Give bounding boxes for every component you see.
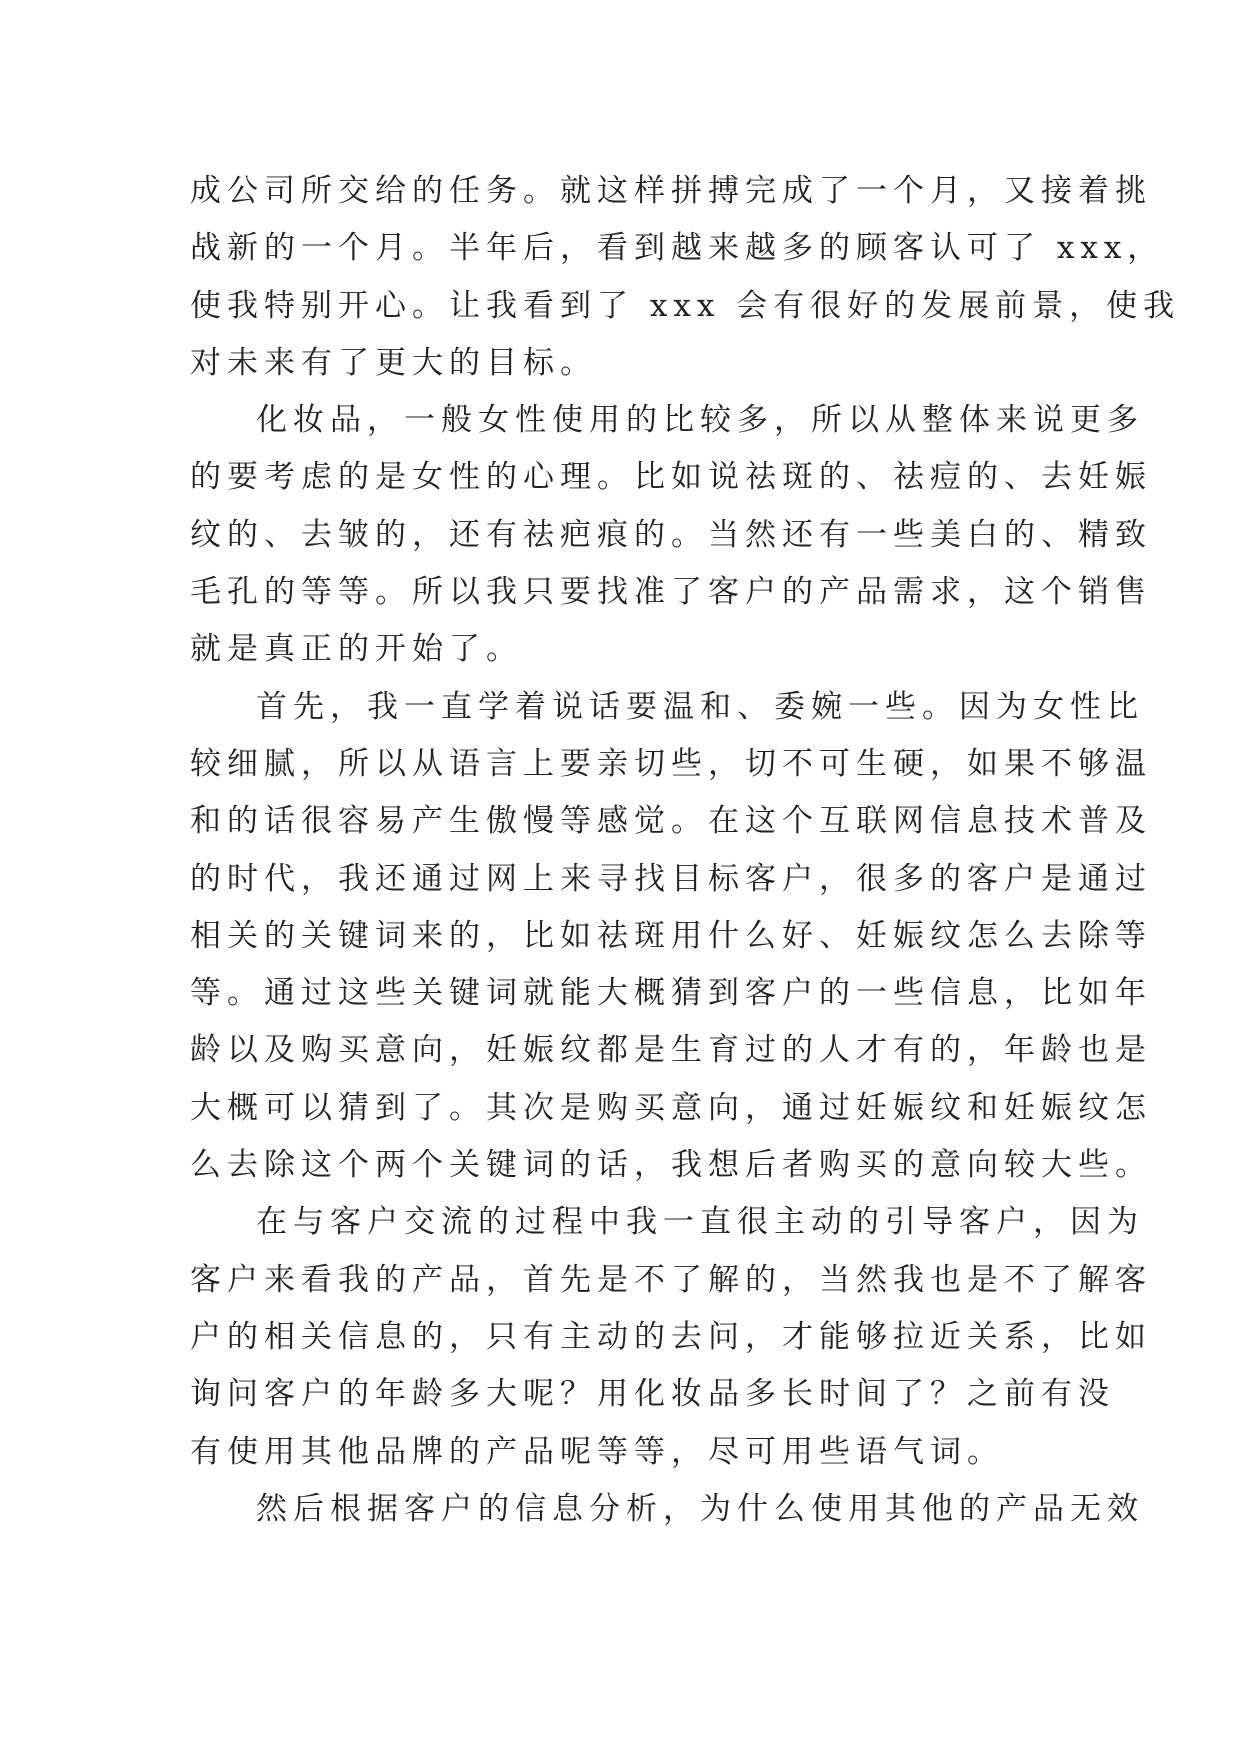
text-line: 询问客户的年龄多大呢？用化妆品多长时间了？之前有没: [190, 1376, 1115, 1413]
text-line: 化妆品，一般女性使用的比较多，所以从整体来说更多: [256, 402, 1144, 439]
text-line: 较细腻，所以从语言上要亲切些，切不可生硬，如果不够温: [190, 745, 1152, 782]
paragraph-4: [190, 1194, 1152, 1480]
paragraph-5: [190, 1481, 1144, 1538]
text-line: 就是真正的开始了。: [190, 631, 523, 668]
text-line: 使我特别开心。让我看到了 xxx 会有很好的发展前景，使我: [190, 287, 1181, 324]
text-line: 对未来有了更大的目标。: [190, 344, 597, 381]
document-body: [190, 163, 1181, 1538]
text-line: 大概可以猜到了。其次是购买意向，通过妊娠纹和妊娠纹怎: [190, 1089, 1152, 1126]
paragraph-3: [190, 679, 1152, 1195]
text-line: 战新的一个月。半年后，看到越来越多的顾客认可了 xxx，: [190, 230, 1165, 267]
text-line: 的要考虑的是女性的心理。比如说祛斑的、祛痘的、去妊娠: [190, 459, 1152, 496]
text-line: 客户来看我的产品，首先是不了解的，当然我也是不了解客: [190, 1261, 1152, 1298]
text-line: 首先，我一直学着说话要温和、委婉一些。因为女性比: [256, 688, 1144, 725]
paragraph-1: [190, 163, 1181, 392]
text-line: 有使用其他品牌的产品呢等等，尽可用些语气词。: [190, 1433, 1004, 1470]
text-line: 成公司所交给的任务。就这样拼搏完成了一个月，又接着挑: [190, 173, 1152, 209]
text-line: 纹的、去皱的，还有祛疤痕的。当然还有一些美白的、精致: [190, 516, 1152, 553]
paragraph-2: [190, 392, 1152, 678]
text-line: 相关的关键词来的，比如祛斑用什么好、妊娠纹怎么去除等: [190, 917, 1152, 954]
text-line: 等。通过这些关键词就能大概猜到客户的一些信息，比如年: [190, 975, 1152, 1012]
text-line: 在与客户交流的过程中我一直很主动的引导客户，因为: [256, 1204, 1144, 1241]
text-line: 龄以及购买意向，妊娠纹都是生育过的人才有的，年龄也是: [190, 1032, 1152, 1069]
text-line: 毛孔的等等。所以我只要找准了客户的产品需求，这个销售: [190, 574, 1152, 611]
text-line: 户的相关信息的，只有主动的去问，才能够拉近关系，比如: [190, 1318, 1152, 1355]
text-line: 然后根据客户的信息分析，为什么使用其他的产品无效: [256, 1490, 1144, 1527]
text-line: 的时代，我还通过网上来寻找目标客户，很多的客户是通过: [190, 860, 1152, 897]
text-line: 么去除这个两个关键词的话，我想后者购买的意向较大些。: [190, 1147, 1152, 1184]
text-line: 和的话很容易产生傲慢等感觉。在这个互联网信息技术普及: [190, 803, 1152, 840]
